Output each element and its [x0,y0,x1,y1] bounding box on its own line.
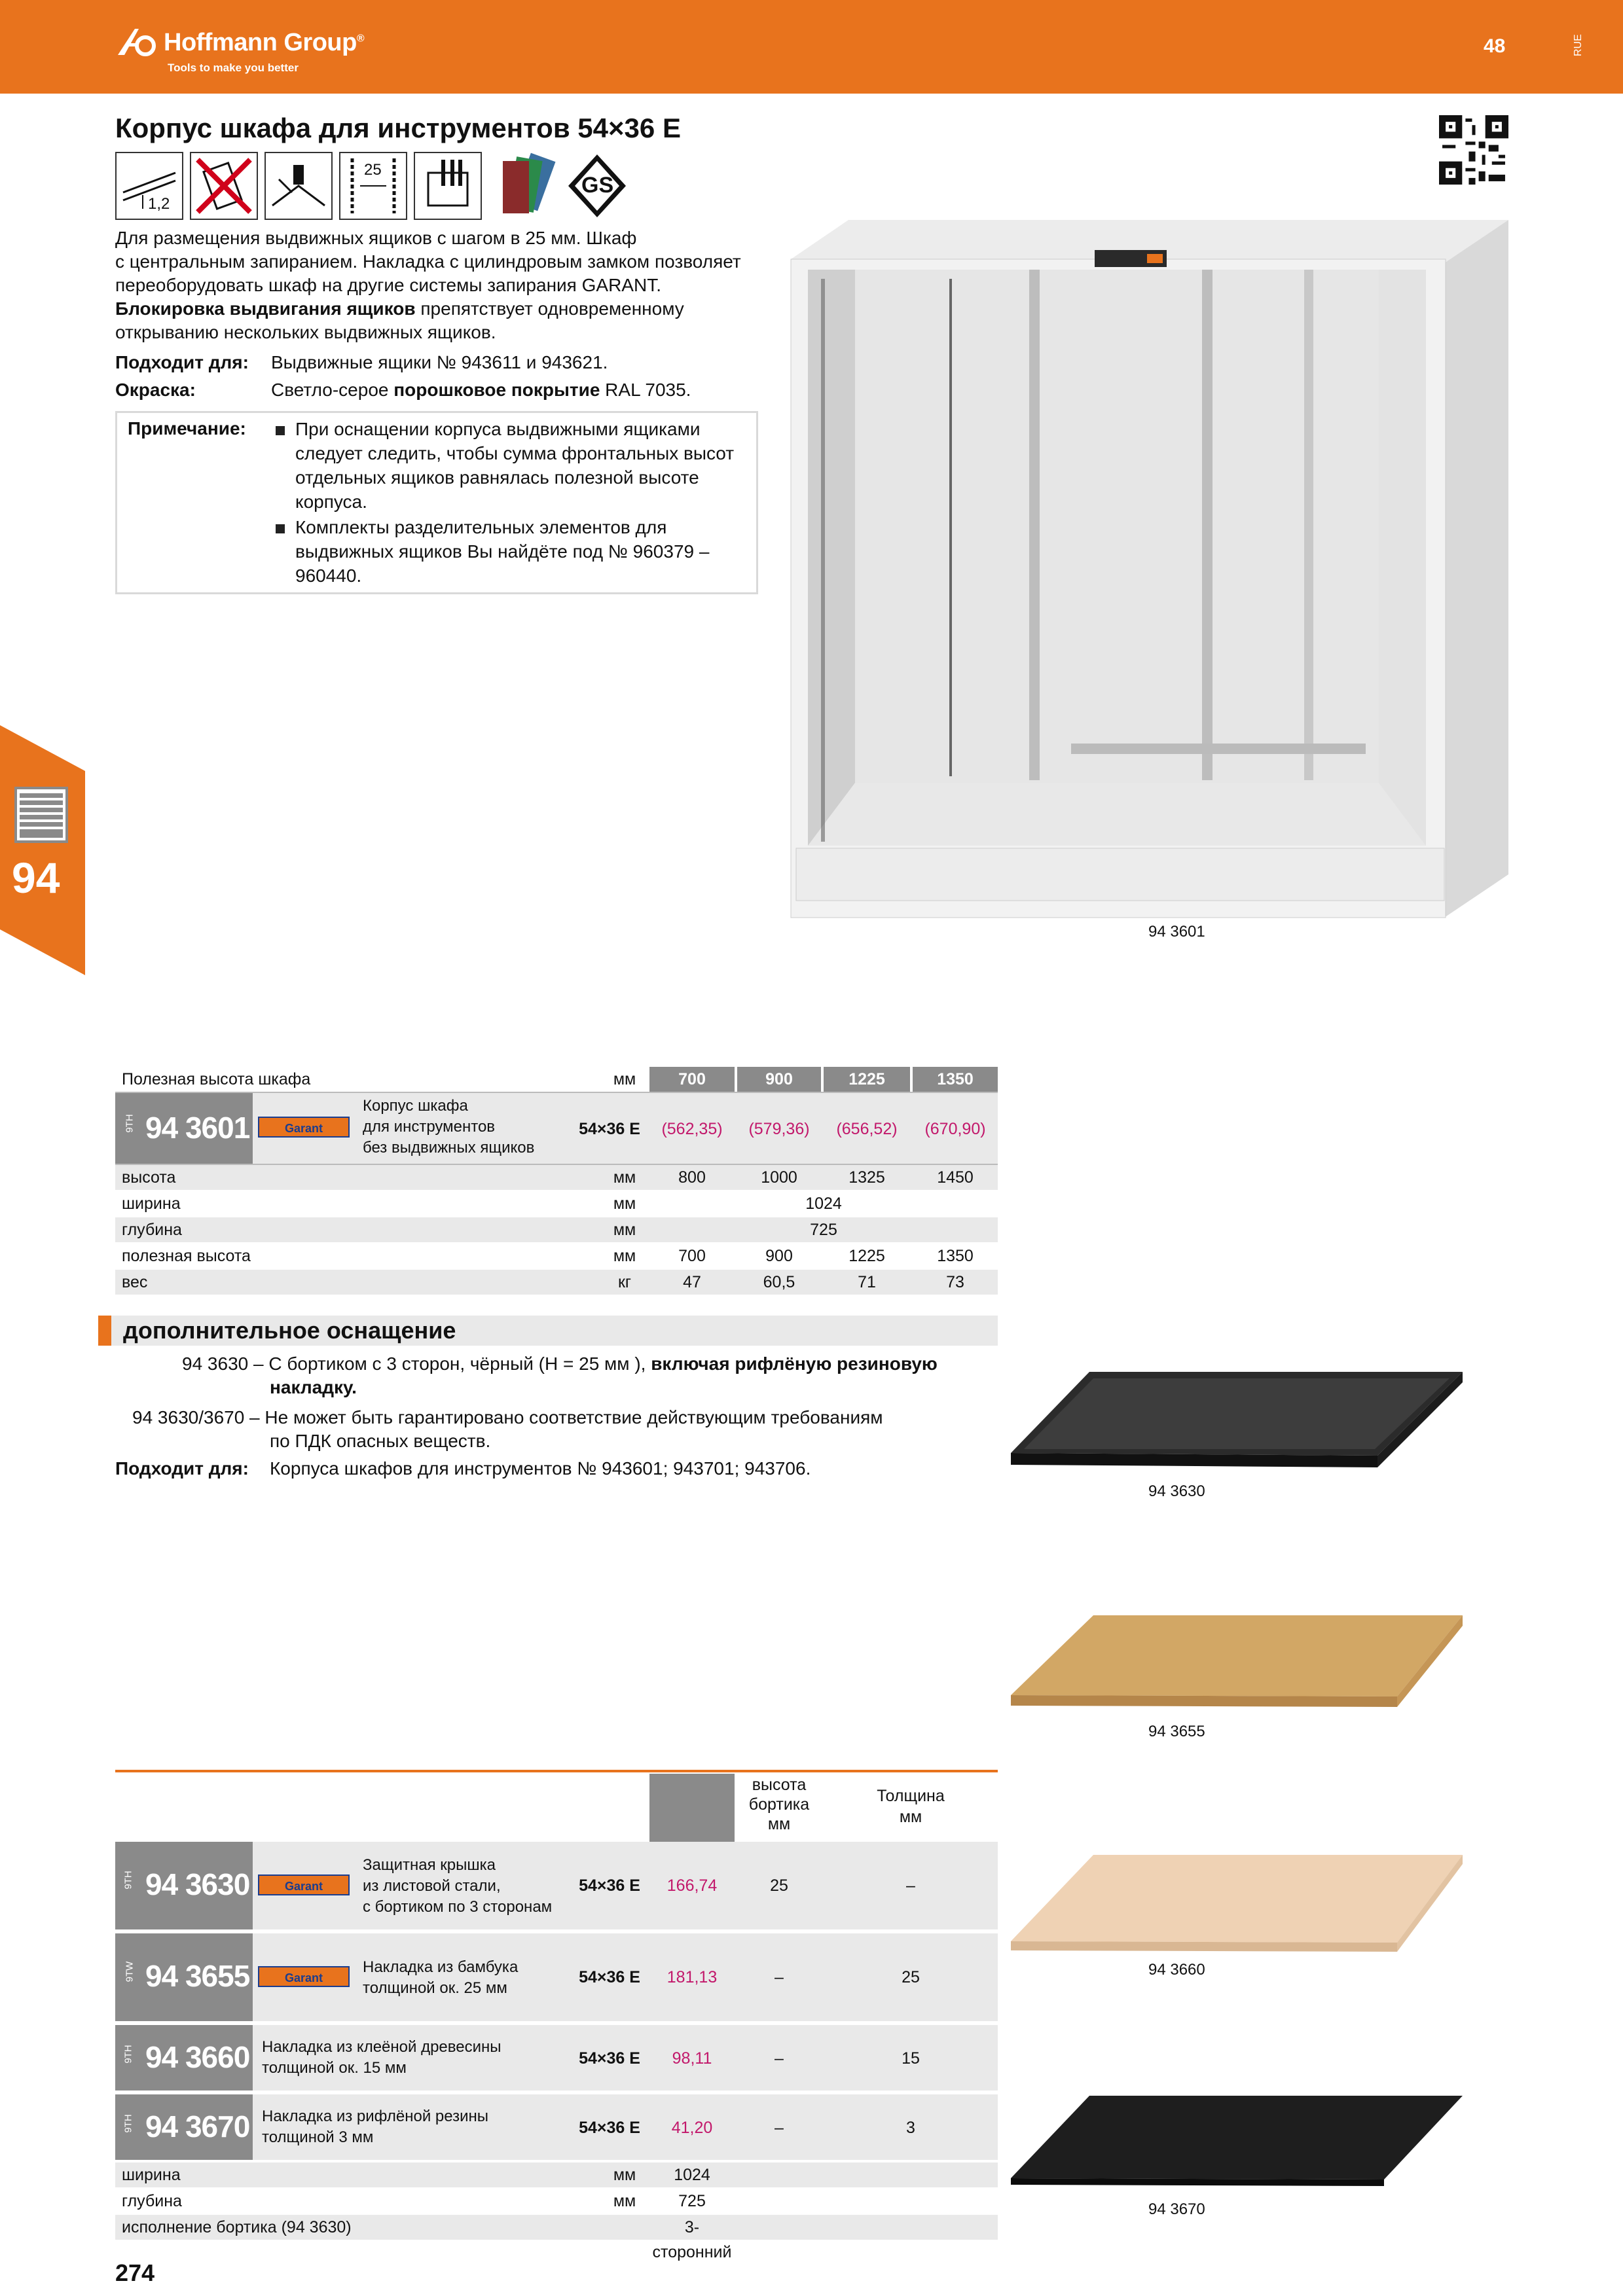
table-row [115,2189,998,2214]
table-row [115,1191,998,1216]
item-name: Защитная крышка из листовой стали, с бортиком по 3 сторонам [363,1856,553,1916]
table-row [115,2215,998,2261]
table-row [115,2094,998,2160]
row-label: высота [122,1168,176,1187]
table-header-row [115,1067,998,1093]
table-row [115,1842,998,1933]
item-tag: 9TH [122,1871,134,1890]
drawer-lock-icon [414,152,482,220]
cell: 700 [678,1247,706,1265]
item-size: 54×36 E [579,1968,640,1986]
rim-height: – [775,1968,784,1986]
product-title: Корпус шкафа для инструментов 54×36 E [115,113,681,143]
color-choice-icon [488,152,556,220]
item-name: Накладка из клеёной древесины толщиной ок. 15 мм [262,2038,501,2077]
price: 181,13 [666,1968,718,1986]
cell: 1350 [937,1247,974,1265]
cell: 3-сторонний [652,2218,732,2261]
table-row [115,1244,998,1268]
row-unit: мм [613,1247,636,1265]
section-title: дополнительное оснащение [123,1317,456,1344]
note-item: При оснащении корпуса выдвижными ящиками следует следить, чтобы сумма фронтальных высот отдельных ящиков равнялась полезной высоте корпуса. [295,417,740,514]
row-label: ширина [122,2166,181,2184]
price: 98,11 [672,2049,712,2068]
cabinet-image [783,220,1508,923]
hoffmann-logo-icon [115,26,161,56]
qr-code-icon [1439,115,1508,185]
header-label: Полезная высота шкафа [122,1070,311,1088]
cell: 900 [765,1247,793,1265]
price: (579,36) [748,1120,810,1138]
language-code: RUE [1573,34,1584,56]
garant-logo: Garant [258,1117,350,1138]
item-size: 54×36 E [579,1876,640,1895]
image-caption: 94 3660 [1148,1961,1205,1979]
accessory-note-cont: по ПДК опасных веществ. [270,1431,491,1451]
thickness-header: Толщина мм [877,1787,945,1826]
row-label: глубина [122,2192,182,2210]
cell: 1450 [937,1168,974,1187]
cell: 1024 [805,1194,842,1213]
table-row [115,1165,998,1190]
sheet-thickness-1-2-icon: 1,2 [115,152,183,220]
accessory-note: 94 3630 – С бортиком с 3 сторон, чёрный (H = 25 мм ), включая рифлёную резиновую [182,1354,938,1374]
row-unit: кг [617,1273,632,1291]
cell: 725 [810,1221,837,1239]
cell: 800 [678,1168,706,1187]
cell: 1000 [761,1168,797,1187]
cell: 725 [678,2192,706,2210]
rim-height: – [775,2049,784,2068]
thickness: – [906,1876,915,1895]
note-label: Примечание: [128,418,246,439]
price: 41,20 [671,2119,713,2137]
thickness: 15 [902,2049,920,2068]
table-row [115,1093,998,1165]
article-number: 94 3655 [145,1959,250,1993]
article-number: 94 3630 [145,1867,250,1901]
image-caption: 94 3630 [1148,1482,1205,1500]
paint-line: Окраска: Светло-серое порошковое покрытие RAL 7035. [115,380,691,400]
page-number-bottom: 274 [115,2259,155,2286]
row-unit: мм [613,1221,636,1239]
table-row [115,2162,998,2187]
price: (670,90) [924,1120,986,1138]
cell: 1325 [848,1168,885,1187]
brand-tagline: Tools to make you better [168,62,299,74]
item-name: Накладка из бамбука толщиной ок. 25 мм [363,1958,519,1997]
price: (656,52) [836,1120,898,1138]
image-caption: 94 3655 [1148,1723,1205,1740]
rubber-mat-image [1011,2093,1469,2191]
cell: 1024 [674,2166,710,2184]
rim-height: 25 [770,1876,788,1895]
table-row [115,1933,998,2025]
accessory-note-cont: накладку. [270,1377,357,1397]
garant-logo: Garant [258,1966,350,1987]
product-description: Для размещения выдвижных ящиков с шагом в 25 мм. Шкаф с центральным запиранием. Накладка с цилиндровым замком позволяет переоборудовать шкаф на другие системы запирания GARANT. Блокировка выдвигания ящиков препятствует одновременному открыванию нескольких выдвижных ящиков. [115,228,741,342]
row-unit: мм [613,1194,636,1213]
thickness: 25 [902,1968,920,1986]
price: 166,74 [666,1876,718,1895]
cell: 60,5 [763,1273,795,1291]
height-col: 1350 [913,1067,998,1092]
brand-name: Hoffmann Group® [164,29,365,56]
row-unit: мм [613,2192,636,2210]
cell: 71 [858,1273,876,1291]
item-tag: 9TH [122,2114,134,2133]
row-label: вес [122,1273,148,1291]
chapter-number: 94 [12,853,60,902]
note-item: Комплекты разделительных элементов для выдвижных ящиков Вы найдёте под № 960379 – 960440. [295,515,740,588]
price: (562,35) [661,1120,723,1138]
cell: 47 [683,1273,701,1291]
central-locking-icon [264,152,333,220]
table-row [115,1270,998,1295]
article-number: 94 3660 [145,2040,250,2074]
wood-top-image [1011,1852,1469,1957]
bamboo-top-image [1011,1613,1469,1711]
article-number: 94 3670 [145,2109,250,2144]
row-unit: мм [613,1168,636,1187]
garant-logo: Garant [258,1874,350,1895]
row-label: полезная высота [122,1247,251,1265]
thickness: 3 [906,2119,915,2137]
item-tag: 9TH [122,2045,134,2064]
height-col: 1225 [824,1067,910,1092]
item-name: Накладка из рифлёной резины толщиной 3 мм [262,2108,489,2146]
fits-line: Подходит для: Выдвижные ящики № 943611 и 943621. [115,352,608,372]
steel-cover-image [1011,1368,1469,1473]
row-label: исполнение бортика (94 3630) [122,2218,352,2236]
item-size: 54×36 E [579,2049,640,2068]
image-caption: 94 3670 [1148,2200,1205,2218]
no-tipping-icon [190,152,258,220]
row-unit: мм [613,2166,636,2184]
row-label: ширина [122,1194,181,1213]
page-number-top: 48 [1484,35,1506,57]
accessory-note: 94 3630/3670 – Не может быть гарантировано соответствие действующим требованиям [132,1407,883,1427]
rim-height-header: высота бортика мм [748,1776,810,1833]
cell: 1225 [848,1247,885,1265]
table-row [115,2025,998,2094]
header-unit: мм [613,1070,636,1088]
height-col: 700 [649,1067,735,1092]
chapter-tab [0,725,85,975]
accessory-fits: Подходит для: Корпуса шкафов для инструментов № 943601; 943701; 943706. [115,1458,811,1479]
item-name: Корпус шкафа для инструментов без выдвижных ящиков [363,1097,535,1157]
item-size: 54×36 E [579,2119,640,2137]
row-label: глубина [122,1221,182,1239]
article-number: 94 3601 [145,1111,250,1145]
gs-certified-icon: GS [563,152,631,220]
drawer-cabinet-icon [14,787,68,843]
rim-height: – [775,2119,784,2137]
cell: 73 [946,1273,964,1291]
item-tag: 9TH [124,1114,136,1133]
image-caption: 94 3601 [1148,923,1205,941]
grid-25-icon: 25 [339,152,407,220]
pictogram-row [115,152,631,223]
item-size: 54×36 E [579,1120,640,1138]
table-row [115,1217,998,1242]
item-tag: 9TW [124,1961,136,1982]
section-heading [98,1316,998,1346]
height-col: 900 [737,1067,821,1092]
note-box [115,411,758,594]
